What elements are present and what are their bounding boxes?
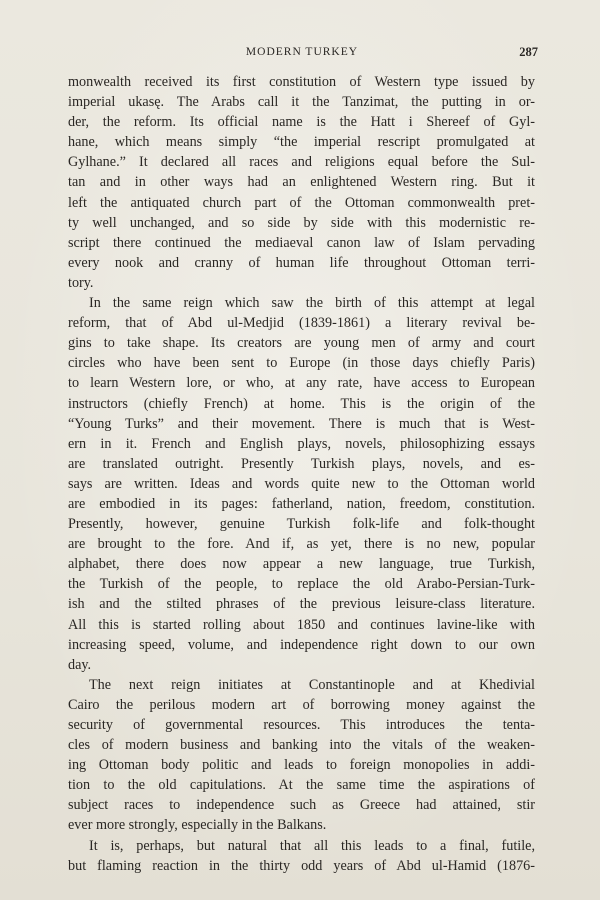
text-line: tory.	[68, 274, 94, 291]
text-line: day.	[68, 656, 92, 673]
text-line: the Turkish of the people, to replace the old Arabo-Persian-Turk-	[68, 576, 535, 593]
text-line: hane, which means simply “the imperial rescript promulgated at	[68, 134, 535, 151]
text-line: tan and in other ways had an enlightened Western ring. But it	[68, 174, 535, 191]
text-line: script there continued the mediaeval canon law of Islam pervading	[68, 234, 535, 251]
text-line: In the same reign which saw the birth of this attempt at legal	[89, 295, 535, 312]
text-line: are translated outright. Presently Turkish plays, novels, and es-	[68, 455, 535, 472]
page-number: 287	[519, 45, 538, 59]
text-line: subject races to independence such as Greece had attained, stir	[68, 797, 535, 814]
text-line: Presently, however, genuine Turkish folk-life and folk-thought	[68, 516, 535, 533]
text-line: monwealth received its first constitution of Western type issued by	[68, 74, 535, 90]
text-line: The next reign initiates at Constantinople and at Khedivial	[89, 676, 535, 693]
text-line: but flaming reaction in the thirty odd years of Abd ul-Hamid (1876-	[68, 857, 535, 874]
text-line: “Young Turks” and their movement. There is much that is West-	[68, 415, 535, 432]
text-line: instructors (chiefly French) at home. This is the origin of the	[68, 395, 535, 412]
text-line: increasing speed, volume, and independence right down to our own	[68, 636, 535, 653]
text-line: are brought to the fore. And if, as yet, there is no new, popular	[68, 536, 535, 553]
running-head	[66, 44, 538, 62]
text-line: ing Ottoman body politic and leads to foreign monopolies in addi-	[68, 757, 535, 774]
text-line: All this is started rolling about 1850 and continues lavine-like with	[68, 616, 535, 633]
body-text	[68, 72, 535, 876]
text-line: reform, that of Abd ul-Medjid (1839-1861) a literary revival be-	[68, 315, 535, 332]
text-line: ty well unchanged, and so side by side with this modernistic re-	[68, 214, 535, 231]
text-line: imperial ukasę. The Arabs call it the Tanzimat, the putting in or-	[68, 94, 535, 111]
text-line: says are written. Ideas and words quite new to the Ottoman world	[68, 475, 535, 492]
text-line: ish and the stilted phrases of the previous leisure-class literature.	[68, 596, 535, 613]
text-line: gins to take shape. Its creators are young men of army and court	[68, 335, 535, 352]
text-line: circles who have been sent to Europe (in those days chiefly Paris)	[68, 355, 535, 372]
text-line: alphabet, there does now appear a new language, true Turkish,	[68, 556, 535, 573]
running-title: MODERN TURKEY	[245, 46, 359, 58]
text-line: der, the reform. Its official name is the Hatt i Shereef of Gyl-	[68, 114, 535, 131]
text-line: to learn Western lore, or who, at any rate, have access to European	[68, 375, 535, 392]
text-line: Cairo the perilous modern art of borrowing money against the	[68, 696, 535, 713]
text-line: left the antiquated church part of the Ottoman commonwealth pret-	[68, 194, 535, 211]
text-line: every nook and cranny of human life throughout Ottoman terri-	[68, 254, 535, 271]
text-line: cles of modern business and banking into the vitals of the weaken-	[68, 737, 535, 754]
text-line: It is, perhaps, but natural that all this leads to a final, futile,	[89, 837, 535, 854]
text-line: are embodied in its pages: fatherland, nation, freedom, constitution.	[68, 495, 535, 512]
text-line: security of governmental resources. This introduces the tenta-	[68, 717, 535, 733]
text-line: ever more strongly, especially in the Balkans.	[68, 817, 327, 834]
text-line: tion to the old capitulations. At the same time the aspirations of	[68, 777, 535, 794]
text-line: Gylhane.” It declared all races and religions equal before the Sul-	[68, 154, 535, 171]
text-line: ern in it. French and English plays, novels, philosophizing essays	[68, 435, 535, 452]
